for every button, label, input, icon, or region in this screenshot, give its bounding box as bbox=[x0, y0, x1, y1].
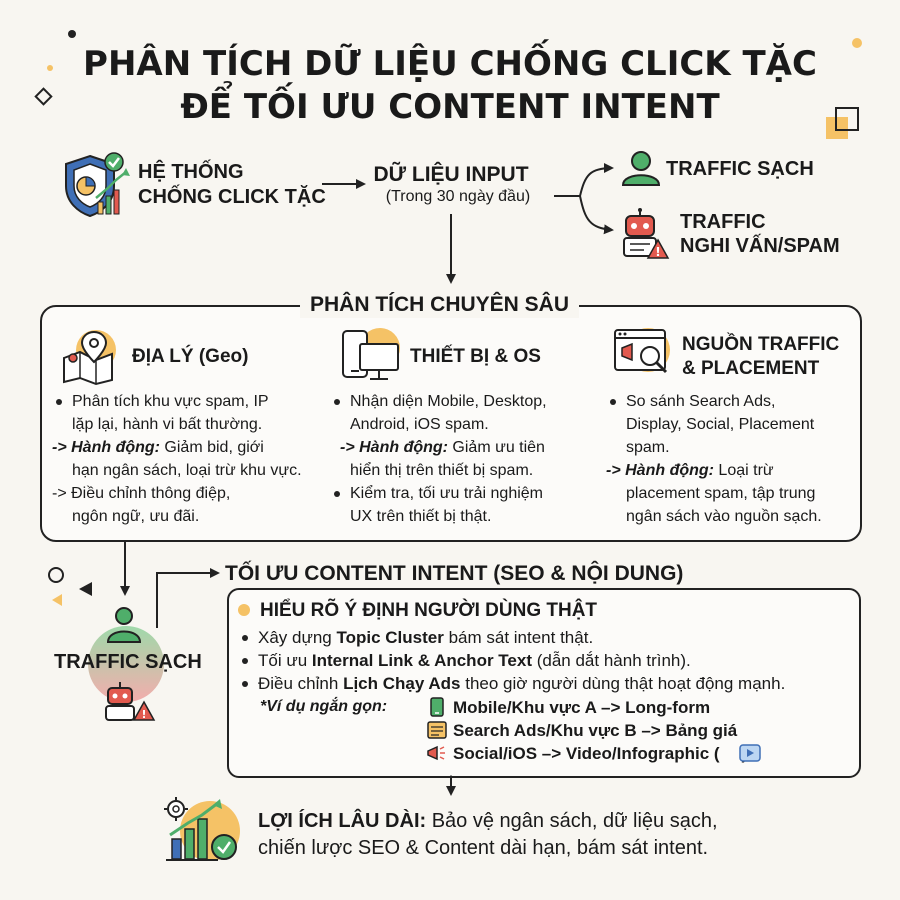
device-bullet-1: Nhận diện Mobile, Desktop, bbox=[330, 390, 600, 413]
source-action-1-cont-2: ngân sách vào nguồn sạch. bbox=[626, 508, 822, 525]
source-bullet-1-cont-2: spam. bbox=[626, 439, 670, 456]
content-subheading: HIỂU RÕ Ý ĐỊNH NGƯỜI DÙNG THẬT bbox=[260, 600, 598, 621]
source-action-1-cont: placement spam, tập trung bbox=[626, 485, 816, 502]
input-title: DỮ LIỆU INPUT bbox=[373, 163, 529, 186]
system-label-line-2: CHỐNG CLICK TẶC bbox=[138, 186, 326, 208]
growth-gear-icon bbox=[158, 795, 244, 867]
geo-action-1-cont: hạn ngân sách, loại trừ khu vực. bbox=[72, 462, 302, 479]
geo-bullet-1-cont: lặp lại, hành vi bất thường. bbox=[72, 416, 263, 433]
page-title-line-1: PHÂN TÍCH DỮ LIỆU CHỐNG CLICK TẶC bbox=[83, 44, 817, 84]
video-play-icon bbox=[739, 743, 761, 763]
price-table-icon bbox=[426, 720, 448, 740]
source-bullet-1-cont: Display, Social, Placement bbox=[626, 416, 815, 433]
traffic-spam-label-line-1: TRAFFIC bbox=[680, 211, 766, 233]
device-monitor-icon bbox=[340, 326, 402, 384]
mobile-icon bbox=[428, 697, 446, 717]
page-title-line-2: ĐỂ TỐI ƯU CONTENT INTENT bbox=[180, 87, 720, 127]
source-action-1: -> Hành động: Loại trừ bbox=[606, 462, 774, 479]
benefit-line-1: LỢI ÍCH LÂU DÀI: Bảo vệ ngân sách, dữ liệu sạch, bbox=[258, 810, 718, 832]
benefit-line-2: chiến lược SEO & Content dài hạn, bám sát intent. bbox=[258, 837, 709, 859]
content-title: TỐI ƯU CONTENT INTENT (SEO & NỘI DUNG) bbox=[225, 562, 684, 585]
yellow-dot-icon bbox=[237, 603, 251, 617]
content-body bbox=[238, 626, 858, 695]
source-heading-line-2: & PLACEMENT bbox=[682, 358, 820, 379]
svg-text:!: ! bbox=[141, 708, 147, 721]
example-label: *Ví dụ ngắn gọn: bbox=[260, 698, 388, 715]
content-bullet-2: Tối ưu Internal Link & Anchor Text (dẫn dắt hành trình). bbox=[238, 649, 858, 672]
device-bullet-1-cont: Android, iOS spam. bbox=[350, 416, 489, 433]
arrow-to-spam bbox=[580, 196, 612, 230]
arrow-to-clean bbox=[580, 168, 612, 196]
traffic-source-icon bbox=[612, 326, 676, 386]
device-action-1: -> Hành động: Giảm ưu tiên bbox=[340, 439, 545, 456]
source-body bbox=[606, 390, 856, 528]
user-clean-icon bbox=[620, 150, 662, 186]
geo-heading: ĐỊA LÝ (Geo) bbox=[132, 346, 249, 367]
device-action-1-cont: hiển thị trên thiết bị spam. bbox=[350, 462, 534, 479]
analysis-title: PHÂN TÍCH CHUYÊN SÂU bbox=[300, 292, 579, 318]
system-label-line-1: HỆ THỐNG bbox=[138, 161, 244, 183]
spam-robot-icon bbox=[620, 208, 670, 260]
geo-map-icon bbox=[60, 328, 122, 384]
device-heading: THIẾT BỊ & OS bbox=[410, 346, 541, 367]
svg-text:!: ! bbox=[655, 245, 661, 259]
source-heading-line-1: NGUỒN TRAFFIC bbox=[682, 334, 840, 355]
megaphone-icon bbox=[425, 743, 449, 763]
geo-body bbox=[52, 390, 332, 528]
content-bullet-3: Điều chỉnh Lịch Chạy Ads theo giờ người dùng thật hoạt động mạnh. bbox=[238, 672, 858, 695]
traffic-clean-label: TRAFFIC SẠCH bbox=[666, 158, 814, 180]
arrow-clean-to-content bbox=[157, 573, 218, 628]
example-2: Search Ads/Khu vực B –> Bảng giá bbox=[453, 721, 738, 740]
geo-bullet-1: Phân tích khu vực spam, IP bbox=[52, 390, 332, 413]
clean-node-label: TRAFFIC SẠCH bbox=[54, 651, 202, 673]
geo-action-2: -> Điều chỉnh thông điệp, bbox=[52, 485, 231, 502]
device-bullet-2-cont: UX trên thiết bị thật. bbox=[350, 508, 492, 525]
example-1: Mobile/Khu vực A –> Long-form bbox=[453, 698, 711, 717]
input-subtitle: (Trong 30 ngày đầu) bbox=[385, 188, 531, 205]
content-bullet-1: Xây dựng Topic Cluster bám sát intent thật. bbox=[238, 626, 858, 649]
device-bullet-2: Kiểm tra, tối ưu trải nghiệm bbox=[330, 482, 600, 505]
geo-action-1: -> Hành động: Giảm bid, giới bbox=[52, 439, 264, 456]
traffic-spam-label-line-2: NGHI VẤN/SPAM bbox=[680, 235, 840, 257]
device-body bbox=[330, 390, 600, 528]
geo-action-2-cont: ngôn ngữ, ưu đãi. bbox=[72, 508, 200, 525]
source-bullet-1: So sánh Search Ads, bbox=[606, 390, 856, 413]
example-3: Social/iOS –> Video/Infographic ( bbox=[453, 744, 720, 763]
